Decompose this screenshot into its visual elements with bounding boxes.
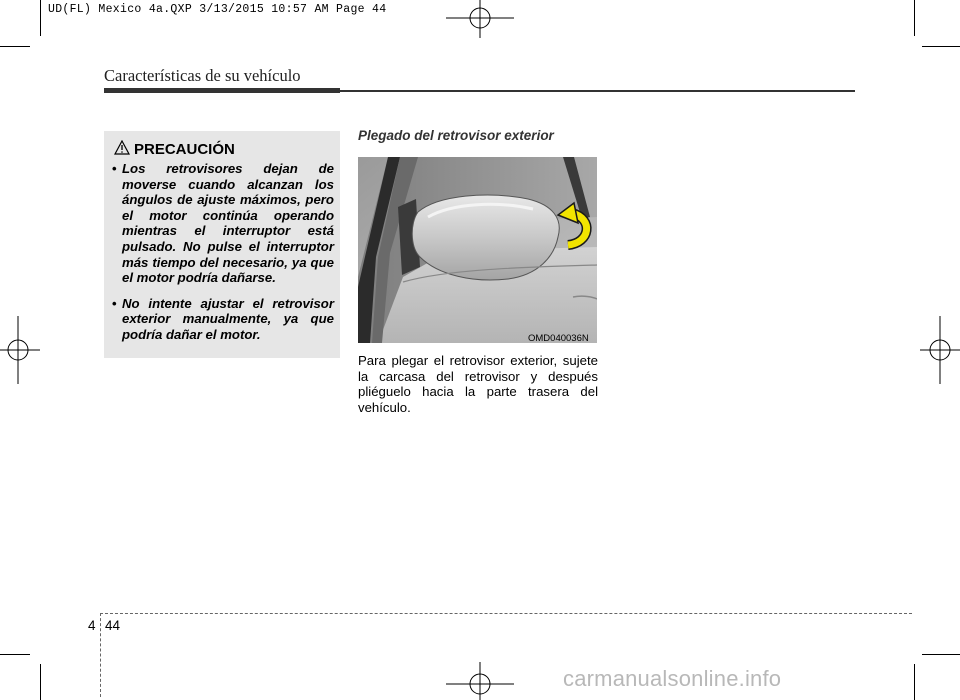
- page-header-title: Características de su vehículo: [104, 66, 301, 85]
- caution-title: PRECAUCIÓN: [134, 141, 235, 158]
- footer-rule: [100, 613, 912, 614]
- header-rule-thin: [340, 90, 855, 92]
- print-slug: UD(FL) Mexico 4a.QXP 3/13/2015 10:57 AM Page 44: [48, 3, 387, 16]
- footer-divider: [100, 613, 102, 697]
- chapter-number: 4: [88, 618, 96, 633]
- section-body: Para plegar el retrovisor exterior, sujete la carcasa del retrovisor y después pliéguelo hacia la parte trasera del vehículo.: [358, 353, 598, 415]
- watermark: carmanualsonline.info: [563, 666, 782, 691]
- caution-item-text: Los retrovisores dejan de moverse cuando alcanzan los ángulos de ajuste máximos, pero el motor continúa operando mientras el interruptor está pulsado. No pulse el interruptor más tiempo del necesario, ya que el motor podría dañarse.: [122, 161, 334, 286]
- section-title: Plegado del retrovisor exterior: [358, 128, 554, 143]
- image-code: OMD040036N: [528, 333, 589, 344]
- caution-item: • No intente ajustar el retrovisor exterior manualmente, ya que podría dañar el motor.: [112, 295, 334, 342]
- caution-item: • Los retrovisores dejan de moverse cuando alcanzan los ángulos de ajuste máximos, pero el motor continúa operando mientras el interruptor está pulsado. No pulse el interruptor más tiempo del necesario, ya que el motor podría dañarse.: [112, 161, 334, 286]
- caution-list: [112, 161, 334, 353]
- header-rule-thick: [104, 88, 340, 93]
- warning-triangle-icon: [114, 140, 130, 155]
- mirror-illustration: [358, 157, 597, 343]
- caution-item-text: No intente ajustar el retrovisor exterior manualmente, ya que podría dañar el motor.: [122, 295, 334, 342]
- page-number: 44: [105, 618, 121, 633]
